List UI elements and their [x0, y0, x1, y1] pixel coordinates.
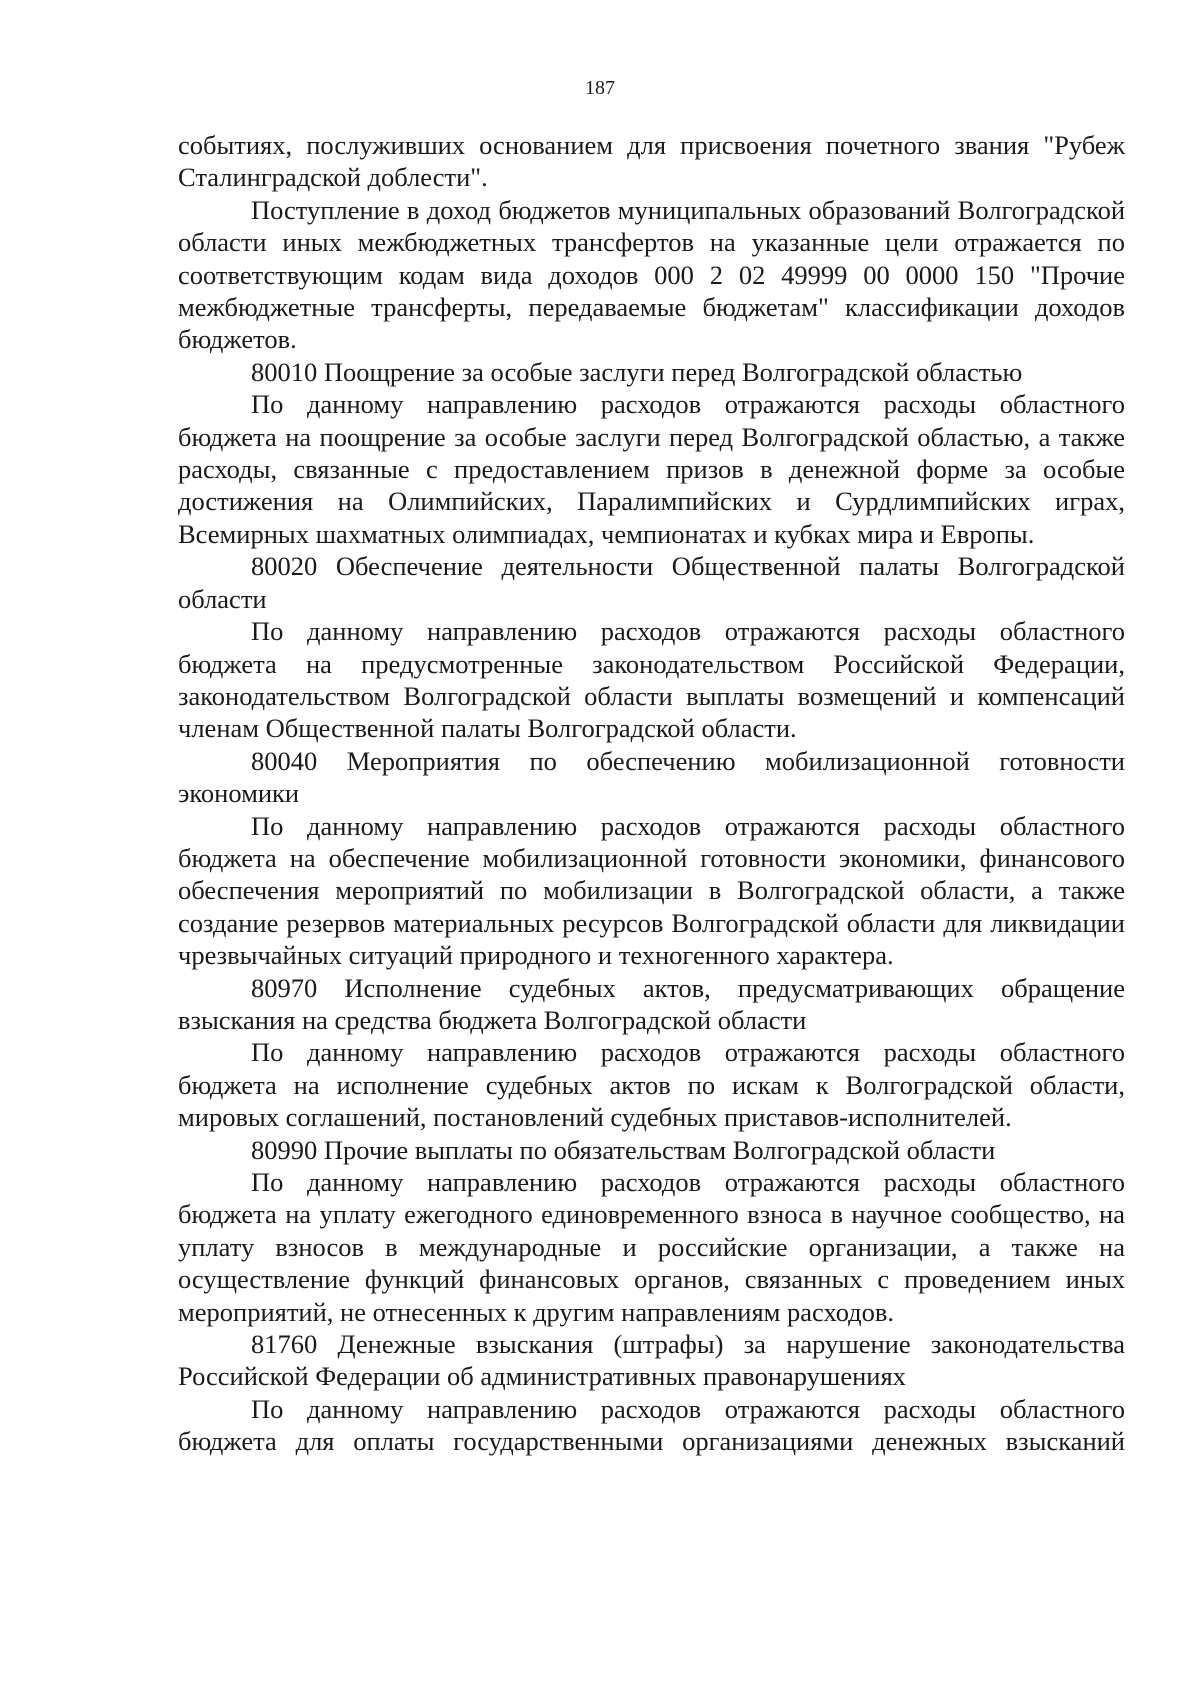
paragraph-80040: По данному направлению расходов отражаются расходы областного бюджета на обеспечение мобилизационной готовности экономики, финансового обеспечения мероприятий по мобилизации в Волгоградской области, а также создание резервов материальных ресурсов Волгоградской области для ликвидации чрезвычайных ситуаций природного и техногенного характера.: [178, 810, 1125, 971]
heading-80990: 80990 Прочие выплаты по обязательствам Волгоградской области: [251, 1134, 996, 1165]
paragraph-80010: По данному направлению расходов отражаются расходы областного бюджета на поощрение за особые заслуги перед Волгоградской областью, а также расходы, связанные с предоставлением призов в денежной форме за особые достижения на Олимпийских, Паралимпийских и Сурдлимпийских играх, Всемирных шахматных олимпиадах, чемпионатах и кубках мира и Европы.: [178, 389, 1125, 549]
page-number: 187: [585, 77, 615, 99]
heading-80040: 80040 Мероприятия по обеспечению мобилизационной готовности экономики: [178, 745, 1125, 809]
document-body: [178, 129, 1125, 1458]
paragraph-80020: По данному направлению расходов отражаются расходы областного бюджета на предусмотренные законодательством Российской Федерации, законодательством Волгоградской области выплаты возмещений и компенсаций членам Общественной палаты Волгоградской области.: [178, 616, 1125, 744]
heading-80970: 80970 Исполнение судебных актов, предусматривающих обращение взыскания на средства бюджета Волгоградской области: [178, 972, 1125, 1035]
paragraph-continuation: событиях, послуживших основанием для присвоения почетного звания "Рубеж Сталинградской доблести".: [178, 130, 1125, 193]
paragraph-80990: По данному направлению расходов отражаются расходы областного бюджета на уплату ежегодного единовременного взноса в научное сообщество, на уплату взносов в международные и российские организации, а также на осуществление функций финансовых органов, связанных с проведением иных мероприятий, не отнесенных к другим направлениям расходов.: [178, 1167, 1125, 1327]
paragraph-revenue-transfers: Поступление в доход бюджетов муниципальных образований Волгоградской области иных межбюджетных трансфертов на указанные цели отражается по соответствующим кодам вида доходов 000 2 02 49999 00 0000 150 "Прочие межбюджетные трансферты, передаваемые бюджетам" классификации доходов бюджетов.: [178, 194, 1125, 355]
heading-80010: 80010 Поощрение за особые заслуги перед Волгоградской областью: [251, 356, 1023, 387]
heading-81760: 81760 Денежные взыскания (штрафы) за нарушение законодательства Российской Федерации об административных правонарушениях: [178, 1329, 1125, 1392]
paragraph-81760: По данному направлению расходов отражаются расходы областного бюджета для оплаты государственными организациями денежных взысканий: [178, 1393, 1125, 1457]
heading-80020: 80020 Обеспечение деятельности Общественной палаты Волгоградской области: [178, 551, 1125, 614]
paragraph-80970: По данному направлению расходов отражаются расходы областного бюджета на исполнение судебных актов по искам к Волгоградской области, мировых соглашений, постановлений судебных приставов-исполнителей.: [178, 1037, 1125, 1133]
